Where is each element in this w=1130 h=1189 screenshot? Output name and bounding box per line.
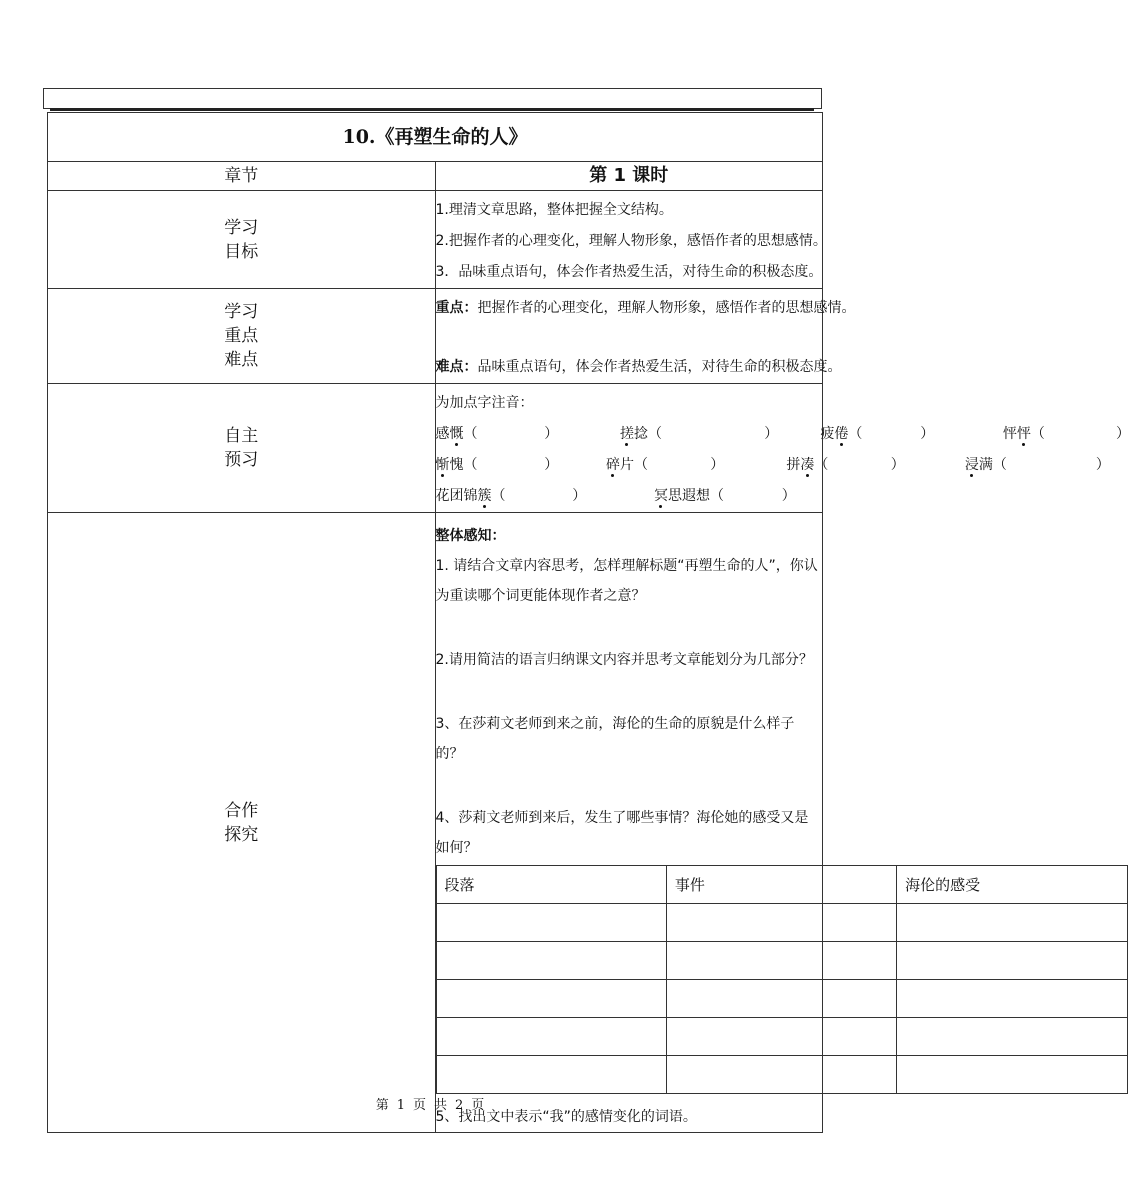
table-row <box>436 904 1127 942</box>
feelings-table <box>436 865 1128 1094</box>
dotted-char: 倦 <box>834 426 849 442</box>
question-5: 5、找出文中表示“我”的感情变化的词语。 <box>435 1109 697 1125</box>
dotted-char: 惭 <box>435 457 450 473</box>
column-header-event: 事件 <box>666 866 896 904</box>
lesson-number: 第 1 课时 <box>435 162 823 191</box>
lesson-plan-table <box>47 112 1130 1133</box>
preview-content <box>435 384 1130 513</box>
key-point-label: 重点： <box>435 300 478 316</box>
section-heading: 整体感知： <box>435 528 506 544</box>
cooperation-label-text: 合作探究 <box>224 800 259 845</box>
difficulty-label: 难点： <box>435 359 478 375</box>
dotted-char: 搓 <box>619 426 634 442</box>
key-point-text: 把握作者的心理变化，理解人物形象，感悟作者的思想感情。 <box>477 300 856 316</box>
pinyin-row <box>435 450 1110 481</box>
pinyin-row <box>436 481 823 512</box>
objective-item: 3．品味重点语句，体会作者热爱生活，对待生命的积极态度。 <box>435 264 823 280</box>
question-2: 2.请用简洁的语言归纳课文内容并思考文章能划分为几部分？ <box>435 652 813 668</box>
dotted-char: 浸 <box>964 457 979 473</box>
table-row <box>436 942 1127 980</box>
table-cell[interactable] <box>666 942 896 980</box>
pinyin-item: 碎片（ ） <box>605 457 725 473</box>
total-pages: 2 <box>455 1098 464 1113</box>
table-cell[interactable] <box>436 1056 666 1094</box>
question-4: 4、莎莉文老师到来后，发生了哪些事情？海伦她的感受又是如何？ <box>435 810 809 856</box>
objectives-label-text: 学习目标 <box>224 217 259 262</box>
pinyin-item: 疲倦（ ） <box>820 426 935 442</box>
pinyin-row <box>435 419 1130 450</box>
dotted-char: 怦 <box>1016 426 1031 442</box>
pinyin-item: 怦怦（ ） <box>1002 426 1130 442</box>
table-cell[interactable] <box>897 1056 1127 1094</box>
document-title: 10.《再塑生命的人》 <box>48 113 823 162</box>
key-point <box>435 293 856 324</box>
objectives-label <box>48 191 436 289</box>
pinyin-item: 拼凑（ ） <box>786 457 905 473</box>
column-header-feeling: 海伦的感受 <box>897 866 1127 904</box>
pinyin-item: 冥思遐想（ ） <box>653 488 796 504</box>
question-3: 3、在莎莉文老师到来之前，海伦的生命的原貌是什么样子的？ <box>435 716 795 762</box>
table-cell[interactable] <box>436 942 666 980</box>
cooperation-content <box>435 513 981 1133</box>
page-footer: 第 1 页 共 2 页 <box>375 1098 485 1113</box>
table-cell[interactable] <box>897 1018 1127 1056</box>
table-cell[interactable] <box>666 1018 896 1056</box>
table-row <box>436 1056 1127 1094</box>
dotted-char: 慨 <box>449 426 464 442</box>
pinyin-item: 感慨（ ） <box>435 426 559 442</box>
key-points-label <box>48 289 436 384</box>
table-cell[interactable] <box>897 942 1127 980</box>
table-row <box>436 1018 1127 1056</box>
preview-instruction: 为加点字注音： <box>435 395 534 411</box>
table-cell[interactable] <box>666 980 896 1018</box>
current-page: 1 <box>396 1098 405 1113</box>
key-points-content <box>435 289 856 384</box>
difficulty-text: 品味重点语句，体会作者热爱生活，对待生命的积极态度。 <box>477 359 842 375</box>
objectives-content <box>435 191 827 289</box>
dotted-char: 冥 <box>653 488 668 504</box>
key-points-label-text: 学习重点难点 <box>224 302 259 370</box>
difficulty-point <box>435 352 842 383</box>
pinyin-item: 花团锦簇（ ） <box>435 488 587 504</box>
chapter-label: 章节 <box>48 162 436 191</box>
column-header-paragraph: 段落 <box>436 866 666 904</box>
table-cell[interactable] <box>666 1056 896 1094</box>
table-cell[interactable] <box>897 980 1127 1018</box>
preview-label-text: 自主预习 <box>224 426 259 470</box>
objective-item: 2.把握作者的心理变化，理解人物形象，感悟作者的思想感情。 <box>435 233 827 249</box>
objective-item: 1.理清文章思路，整体把握全文结构。 <box>435 202 673 218</box>
table-cell[interactable] <box>436 904 666 942</box>
table-cell[interactable] <box>436 1018 666 1056</box>
pinyin-item: 浸满（ ） <box>964 457 1110 473</box>
table-cell[interactable] <box>666 904 896 942</box>
page-header-box <box>43 88 822 109</box>
table-row <box>436 980 1127 1018</box>
pinyin-item: 惭愧（ ） <box>435 457 559 473</box>
table-cell[interactable] <box>897 904 1127 942</box>
question-1: 1. 请结合文章内容思考，怎样理解标题“再塑生命的人”，你认为重读哪个词更能体现作者之意？ <box>435 558 818 604</box>
cooperation-label <box>48 513 436 1133</box>
pinyin-item: 搓捻（ ） <box>619 426 779 442</box>
dotted-char: 凑 <box>800 457 815 473</box>
header-rule <box>50 108 814 111</box>
dotted-char: 簇 <box>477 488 492 504</box>
preview-label <box>48 384 436 513</box>
table-cell[interactable] <box>436 980 666 1018</box>
dotted-char: 碎 <box>605 457 620 473</box>
